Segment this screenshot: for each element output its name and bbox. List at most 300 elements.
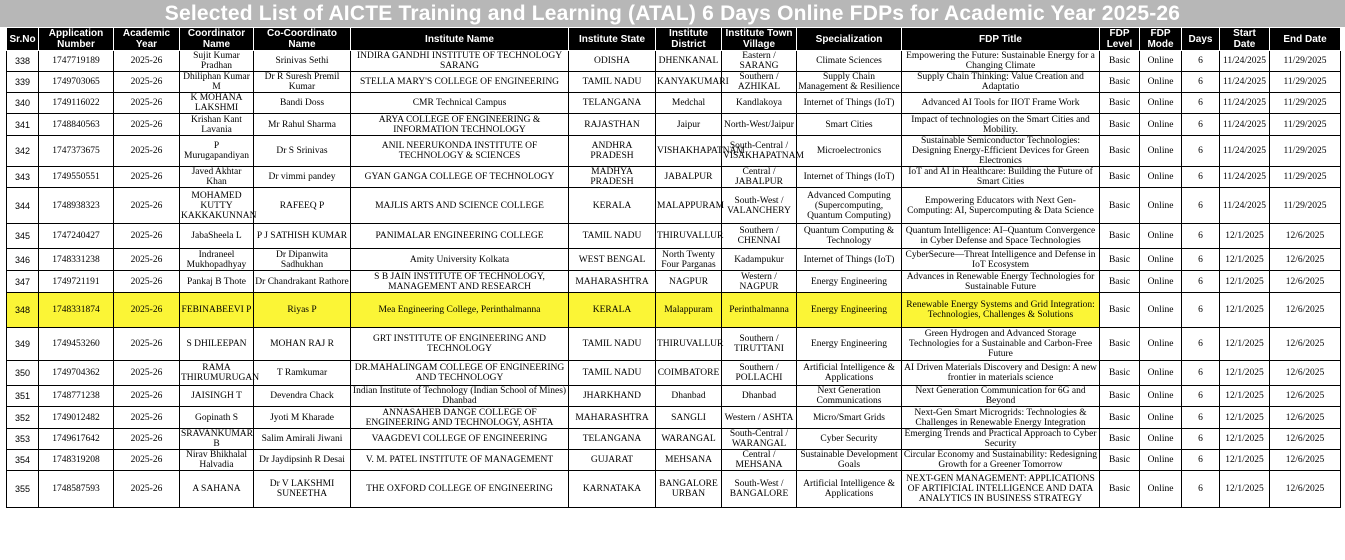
cell-institute-town: Central / JABALPUR bbox=[722, 167, 797, 188]
cell-coordinator-name: Javed Akhtar Khan bbox=[180, 167, 254, 188]
cell-institute-name: CMR Technical Campus bbox=[351, 93, 569, 114]
cell-coordinator-name: Nirav Bhikhalal Halvadia bbox=[180, 450, 254, 471]
cell-fdp-title: Renewable Energy Systems and Grid Integration: Technologies, Challenges & Solutions bbox=[902, 293, 1100, 328]
cell-end-date: 12/6/2025 bbox=[1270, 386, 1341, 407]
cell-institute-state: GUJARAT bbox=[569, 450, 656, 471]
cell-institute-town: South-Central / WARANGAL bbox=[722, 429, 797, 450]
cell-institute-name: ARYA COLLEGE OF ENGINEERING & INFORMATION TECHNOLOGY bbox=[351, 114, 569, 136]
column-header-institute-district: Institute District bbox=[656, 28, 722, 51]
cell-fdp-level: Basic bbox=[1100, 72, 1140, 93]
table-row bbox=[7, 136, 1341, 167]
cell-institute-district: DHENKANAL bbox=[656, 51, 722, 72]
cell-days: 6 bbox=[1182, 328, 1220, 361]
cell-institute-town: Western / NAGPUR bbox=[722, 271, 797, 293]
cell-co-coordinator-name: Dr R Suresh Premil Kumar bbox=[254, 72, 351, 93]
cell-academic-year: 2025-26 bbox=[114, 328, 180, 361]
cell-application-number: 1747240427 bbox=[39, 224, 114, 249]
cell-end-date: 11/29/2025 bbox=[1270, 188, 1341, 224]
cell-end-date: 11/29/2025 bbox=[1270, 93, 1341, 114]
cell-institute-state: TAMIL NADU bbox=[569, 72, 656, 93]
cell-institute-name: THE OXFORD COLLEGE OF ENGINEERING bbox=[351, 471, 569, 508]
cell-co-coordinator-name: Srinivas Sethi bbox=[254, 51, 351, 72]
cell-institute-district: SANGLI bbox=[656, 407, 722, 429]
cell-sr-no: 354 bbox=[7, 450, 39, 471]
page-title: Selected List of AICTE Training and Learning (ATAL) 6 Days Online FDPs for Academic Year 2025-26 bbox=[0, 0, 1345, 27]
cell-academic-year: 2025-26 bbox=[114, 407, 180, 429]
cell-academic-year: 2025-26 bbox=[114, 293, 180, 328]
cell-specialization: Supply Chain Management & Resilience bbox=[798, 72, 900, 92]
cell-institute-town: North-West/Jaipur bbox=[722, 114, 797, 136]
column-header-institute-state: Institute State bbox=[569, 28, 656, 51]
cell-institute-name: GYAN GANGA COLLEGE OF TECHNOLOGY bbox=[351, 167, 569, 188]
cell-institute-town: Southern / TIRUTTANI bbox=[722, 328, 797, 361]
cell-end-date: 12/6/2025 bbox=[1270, 450, 1341, 471]
cell-co-coordinator-name: Dr Jaydipsinh R Desai bbox=[254, 450, 351, 471]
cell-start-date: 11/24/2025 bbox=[1220, 114, 1270, 136]
cell-coordinator-name: Dhiliphan Kumar M bbox=[180, 72, 254, 93]
cell-fdp-mode: Online bbox=[1140, 293, 1182, 328]
cell-co-coordinator-name: T Ramkumar bbox=[254, 361, 351, 386]
cell-application-number: 1748938323 bbox=[39, 188, 114, 224]
cell-specialization: Internet of Things (IoT) bbox=[797, 93, 902, 114]
cell-fdp-title: Advances in Renewable Energy Technologies for Sustainable Future bbox=[902, 271, 1100, 293]
cell-specialization: Energy Engineering bbox=[797, 293, 902, 328]
cell-institute-town: Kadampukur bbox=[722, 249, 797, 271]
cell-coordinator-name: JabaSheela L bbox=[180, 224, 254, 249]
cell-institute-district: NAGPUR bbox=[656, 271, 722, 293]
cell-fdp-title: Green Hydrogen and Advanced Storage Technologies for a Sustainable and Carbon-Free Future bbox=[902, 328, 1100, 361]
cell-days: 6 bbox=[1182, 93, 1220, 114]
cell-institute-name: ANNASAHEB DANGE COLLEGE OF ENGINEERING AND TECHNOLOGY, ASHTA bbox=[351, 407, 569, 429]
cell-sr-no: 355 bbox=[7, 471, 39, 508]
cell-fdp-level: Basic bbox=[1100, 361, 1140, 386]
cell-coordinator-name: Sujit Kumar Pradhan bbox=[180, 51, 254, 72]
cell-start-date: 12/1/2025 bbox=[1220, 429, 1270, 450]
table-row bbox=[7, 249, 1341, 271]
cell-start-date: 12/1/2025 bbox=[1220, 293, 1270, 328]
cell-institute-state: TAMIL NADU bbox=[569, 361, 656, 386]
cell-institute-district: THIRUVALLUR bbox=[656, 328, 722, 361]
cell-days: 6 bbox=[1182, 293, 1220, 328]
cell-days: 6 bbox=[1182, 224, 1220, 249]
cell-start-date: 12/1/2025 bbox=[1220, 407, 1270, 429]
cell-coordinator-name: RAMA THIRUMURUGAN bbox=[180, 361, 254, 386]
cell-start-date: 12/1/2025 bbox=[1220, 386, 1270, 407]
cell-days: 6 bbox=[1182, 471, 1220, 508]
cell-institute-state: JHARKHAND bbox=[569, 386, 656, 407]
table-row bbox=[7, 72, 1341, 93]
cell-academic-year: 2025-26 bbox=[114, 114, 180, 136]
cell-co-coordinator-name: Dr vimmi pandey bbox=[254, 167, 351, 188]
cell-fdp-level: Basic bbox=[1100, 386, 1140, 407]
cell-application-number: 1748331874 bbox=[39, 293, 114, 328]
cell-academic-year: 2025-26 bbox=[114, 271, 180, 293]
cell-end-date: 12/6/2025 bbox=[1270, 249, 1341, 271]
cell-institute-state: TELANGANA bbox=[569, 429, 656, 450]
cell-end-date: 12/6/2025 bbox=[1270, 361, 1341, 386]
cell-institute-state: TELANGANA bbox=[569, 93, 656, 114]
cell-end-date: 11/29/2025 bbox=[1270, 136, 1341, 167]
cell-fdp-title: Supply Chain Thinking: Value Creation and Adaptatio bbox=[902, 72, 1100, 93]
cell-institute-name: ANIL NEERUKONDA INSTITUTE OF TECHNOLOGY & SCIENCES bbox=[351, 136, 569, 167]
cell-coordinator-name: JAISINGH T bbox=[180, 386, 254, 407]
cell-fdp-level: Basic bbox=[1100, 271, 1140, 293]
cell-academic-year: 2025-26 bbox=[114, 450, 180, 471]
cell-fdp-title: Empowering the Future: Sustainable Energy for a Changing Climate bbox=[902, 51, 1100, 72]
cell-days: 6 bbox=[1182, 429, 1220, 450]
cell-start-date: 12/1/2025 bbox=[1220, 224, 1270, 249]
cell-application-number: 1749703065 bbox=[39, 72, 114, 93]
cell-coordinator-name: Gopinath S bbox=[180, 407, 254, 429]
cell-institute-name: MAJLIS ARTS AND SCIENCE COLLEGE bbox=[351, 188, 569, 224]
cell-institute-state: TAMIL NADU bbox=[569, 224, 656, 249]
cell-application-number: 1748319208 bbox=[39, 450, 114, 471]
cell-institute-state: KERALA bbox=[569, 188, 656, 224]
cell-end-date: 12/6/2025 bbox=[1270, 271, 1341, 293]
cell-institute-town: Central / MEHSANA bbox=[722, 450, 797, 471]
cell-fdp-title: Circular Economy and Sustainability: Redesigning Growth for a Greener Tomorrow bbox=[902, 450, 1100, 471]
table-row bbox=[7, 271, 1341, 293]
cell-specialization: Quantum Computing & Technology bbox=[797, 224, 902, 249]
cell-institute-state: ODISHA bbox=[569, 51, 656, 72]
cell-fdp-mode: Online bbox=[1140, 271, 1182, 293]
cell-co-coordinator-name: Dr S Srinivas bbox=[254, 136, 351, 167]
column-header-institute-name: Institute Name bbox=[351, 28, 569, 51]
cell-institute-town: Western / ASHTA bbox=[722, 407, 797, 429]
cell-sr-no: 352 bbox=[7, 407, 39, 429]
cell-institute-state: KARNATAKA bbox=[569, 471, 656, 508]
cell-fdp-title: Empowering Educators with Next Gen-Computing: AI, Supercomputing & Data Science bbox=[902, 188, 1100, 224]
cell-start-date: 12/1/2025 bbox=[1220, 328, 1270, 361]
cell-days: 6 bbox=[1182, 450, 1220, 471]
column-header-application-number: Application Number bbox=[39, 28, 114, 51]
cell-end-date: 12/6/2025 bbox=[1270, 328, 1341, 361]
cell-sr-no: 338 bbox=[7, 51, 39, 72]
cell-sr-no: 340 bbox=[7, 93, 39, 114]
cell-days: 6 bbox=[1182, 114, 1220, 136]
cell-fdp-level: Basic bbox=[1100, 471, 1140, 508]
cell-application-number: 1749012482 bbox=[39, 407, 114, 429]
cell-specialization: Next Generation Communications bbox=[797, 386, 902, 407]
cell-institute-state: TAMIL NADU bbox=[569, 328, 656, 361]
cell-academic-year: 2025-26 bbox=[114, 429, 180, 450]
cell-institute-town: South-West / VALANCHERY bbox=[722, 188, 797, 224]
cell-specialization: Energy Engineering bbox=[797, 271, 902, 293]
column-header-fdp-title: FDP Title bbox=[902, 28, 1100, 51]
cell-academic-year: 2025-26 bbox=[114, 386, 180, 407]
cell-fdp-level: Basic bbox=[1100, 136, 1140, 167]
cell-institute-district: MEHSANA bbox=[656, 450, 722, 471]
cell-end-date: 12/6/2025 bbox=[1270, 429, 1341, 450]
cell-institute-name: INDIRA GANDHI INSTITUTE OF TECHNOLOGY SARANG bbox=[351, 51, 569, 72]
cell-institute-district: Dhanbad bbox=[656, 386, 722, 407]
cell-specialization: Micro/Smart Grids bbox=[797, 407, 902, 429]
cell-coordinator-name: A SAHANA bbox=[180, 471, 254, 508]
cell-fdp-level: Basic bbox=[1100, 450, 1140, 471]
table-row bbox=[7, 167, 1341, 188]
cell-fdp-title: IoT and AI in Healthcare: Building the Future of Smart Cities bbox=[902, 167, 1100, 188]
cell-institute-town: Southern / POLLACHI bbox=[722, 361, 797, 386]
cell-fdp-mode: Online bbox=[1140, 72, 1182, 93]
cell-days: 6 bbox=[1182, 188, 1220, 224]
cell-start-date: 11/24/2025 bbox=[1220, 136, 1270, 167]
cell-institute-name: STELLA MARY'S COLLEGE OF ENGINEERING bbox=[351, 72, 569, 93]
cell-institute-name: Amity University Kolkata bbox=[351, 249, 569, 271]
cell-application-number: 1748587593 bbox=[39, 471, 114, 508]
cell-institute-name: Indian Institute of Technology (Indian School of Mines) Dhanbad bbox=[351, 386, 569, 407]
cell-sr-no: 344 bbox=[7, 188, 39, 224]
cell-application-number: 1749116022 bbox=[39, 93, 114, 114]
cell-end-date: 11/29/2025 bbox=[1270, 51, 1341, 72]
cell-specialization: Internet of Things (IoT) bbox=[797, 167, 902, 188]
cell-co-coordinator-name: Dr Chandrakant Rathore bbox=[254, 271, 351, 293]
cell-fdp-level: Basic bbox=[1100, 407, 1140, 429]
cell-institute-district: BANGALORE URBAN bbox=[656, 471, 722, 508]
cell-sr-no: 345 bbox=[7, 224, 39, 249]
table-row bbox=[7, 224, 1341, 249]
cell-fdp-mode: Online bbox=[1140, 450, 1182, 471]
cell-fdp-mode: Online bbox=[1140, 188, 1182, 224]
cell-fdp-level: Basic bbox=[1100, 328, 1140, 361]
cell-coordinator-name: Pankaj B Thote bbox=[180, 271, 254, 293]
cell-start-date: 11/24/2025 bbox=[1220, 72, 1270, 93]
cell-fdp-title: Sustainable Semiconductor Technologies: Designing Energy-Efficient Devices for Green Electronics bbox=[902, 136, 1100, 167]
column-header-academic-year: Academic Year bbox=[114, 28, 180, 51]
cell-institute-state: MAHARASHTRA bbox=[569, 407, 656, 429]
column-header-coordinator-name: Coordinator Name bbox=[180, 28, 254, 51]
cell-application-number: 1747719189 bbox=[39, 51, 114, 72]
table-row bbox=[7, 93, 1341, 114]
cell-institute-district: Jaipur bbox=[656, 114, 722, 136]
cell-institute-name: S B JAIN INSTITUTE OF TECHNOLOGY, MANAGEMENT AND RESEARCH bbox=[351, 271, 569, 293]
cell-days: 6 bbox=[1182, 167, 1220, 188]
cell-academic-year: 2025-26 bbox=[114, 188, 180, 224]
cell-sr-no: 341 bbox=[7, 114, 39, 136]
cell-application-number: 1749704362 bbox=[39, 361, 114, 386]
cell-application-number: 1749617642 bbox=[39, 429, 114, 450]
cell-coordinator-name: S DHILEEPAN bbox=[180, 328, 254, 361]
cell-coordinator-name: Indraneel Mukhopadhyay bbox=[180, 249, 254, 271]
cell-specialization: Internet of Things (IoT) bbox=[797, 249, 902, 271]
cell-specialization: Cyber Security bbox=[797, 429, 902, 450]
cell-academic-year: 2025-26 bbox=[114, 167, 180, 188]
cell-sr-no: 351 bbox=[7, 386, 39, 407]
cell-institute-district: JABALPUR bbox=[656, 167, 722, 188]
cell-specialization: Energy Engineering bbox=[797, 328, 902, 361]
cell-institute-name: GRT INSTITUTE OF ENGINEERING AND TECHNOLOGY bbox=[351, 328, 569, 361]
cell-fdp-title: AI Driven Materials Discovery and Design: A new frontier in materials science bbox=[902, 361, 1100, 386]
cell-coordinator-name: FEBINABEEVI P bbox=[180, 293, 254, 328]
cell-institute-name: V. M. PATEL INSTITUTE OF MANAGEMENT bbox=[351, 450, 569, 471]
cell-application-number: 1749721191 bbox=[39, 271, 114, 293]
cell-end-date: 12/6/2025 bbox=[1270, 471, 1341, 508]
cell-sr-no: 343 bbox=[7, 167, 39, 188]
table-row bbox=[7, 386, 1341, 407]
cell-sr-no: 342 bbox=[7, 136, 39, 167]
cell-fdp-title: Next Generation Communication for 6G and Beyond bbox=[902, 386, 1100, 407]
cell-fdp-title: Emerging Trends and Practical Approach to Cyber Security bbox=[902, 429, 1100, 450]
column-header-sr-no: Sr.No bbox=[7, 28, 39, 51]
cell-institute-name: Mea Engineering College, Perinthalmanna bbox=[351, 293, 569, 328]
cell-days: 6 bbox=[1182, 72, 1220, 93]
cell-co-coordinator-name: Dr Dipanwita Sadhukhan bbox=[254, 249, 351, 271]
cell-fdp-mode: Online bbox=[1140, 167, 1182, 188]
cell-specialization: Artificial Intelligence & Applications bbox=[797, 361, 902, 386]
cell-application-number: 1748331238 bbox=[39, 249, 114, 271]
cell-application-number: 1749453260 bbox=[39, 328, 114, 361]
cell-fdp-mode: Online bbox=[1140, 407, 1182, 429]
cell-days: 6 bbox=[1182, 361, 1220, 386]
cell-academic-year: 2025-26 bbox=[114, 224, 180, 249]
cell-fdp-mode: Online bbox=[1140, 361, 1182, 386]
column-header-co-coordinator-name: Co-Coordinato Name bbox=[254, 28, 351, 51]
cell-co-coordinator-name: Mr Rahul Sharma bbox=[254, 114, 351, 136]
cell-start-date: 11/24/2025 bbox=[1220, 51, 1270, 72]
cell-fdp-title: Quantum Intelligence: AI–Quantum Convergence in Cyber Defense and Space Technologies bbox=[902, 224, 1100, 249]
cell-start-date: 11/24/2025 bbox=[1220, 167, 1270, 188]
cell-days: 6 bbox=[1182, 249, 1220, 271]
cell-fdp-mode: Online bbox=[1140, 471, 1182, 508]
cell-co-coordinator-name: Jyoti M Kharade bbox=[254, 407, 351, 429]
cell-application-number: 1747373675 bbox=[39, 136, 114, 167]
cell-fdp-level: Basic bbox=[1100, 167, 1140, 188]
cell-coordinator-name: P Murugapandiyan bbox=[180, 136, 254, 167]
cell-fdp-mode: Online bbox=[1140, 136, 1182, 167]
cell-sr-no: 339 bbox=[7, 72, 39, 93]
cell-application-number: 1748840563 bbox=[39, 114, 114, 136]
cell-institute-town: Eastern / SARANG bbox=[722, 51, 797, 72]
cell-specialization: Smart Cities bbox=[797, 114, 902, 136]
cell-institute-name: VAAGDEVI COLLEGE OF ENGINEERING bbox=[351, 429, 569, 450]
cell-institute-town: Southern / AZHIKAL bbox=[722, 72, 797, 93]
cell-fdp-level: Basic bbox=[1100, 249, 1140, 271]
table-row bbox=[7, 328, 1341, 361]
fdp-table bbox=[6, 27, 1341, 508]
table-row bbox=[7, 471, 1341, 508]
table-row bbox=[7, 450, 1341, 471]
table-row bbox=[7, 293, 1341, 328]
cell-co-coordinator-name: Riyas P bbox=[254, 293, 351, 328]
column-header-end-date: End Date bbox=[1270, 28, 1341, 51]
column-header-institute-town: Institute Town Village bbox=[722, 28, 797, 51]
cell-academic-year: 2025-26 bbox=[114, 51, 180, 72]
table-row bbox=[7, 407, 1341, 429]
cell-academic-year: 2025-26 bbox=[114, 136, 180, 167]
cell-co-coordinator-name: MOHAN RAJ R bbox=[254, 328, 351, 361]
cell-days: 6 bbox=[1182, 407, 1220, 429]
cell-end-date: 12/6/2025 bbox=[1270, 224, 1341, 249]
cell-institute-town: Dhanbad bbox=[722, 386, 797, 407]
cell-institute-town: South-West / BANGALORE bbox=[722, 471, 797, 508]
column-header-fdp-mode: FDP Mode bbox=[1140, 28, 1182, 51]
column-header-fdp-level: FDP Level bbox=[1100, 28, 1140, 51]
cell-specialization: Artificial Intelligence & Applications bbox=[797, 471, 902, 508]
cell-fdp-mode: Online bbox=[1140, 429, 1182, 450]
cell-days: 6 bbox=[1182, 271, 1220, 293]
cell-coordinator-name: MOHAMED KUTTY KAKKAKUNNAN bbox=[180, 188, 254, 224]
cell-days: 6 bbox=[1182, 136, 1220, 167]
cell-end-date: 11/29/2025 bbox=[1270, 114, 1341, 136]
cell-fdp-level: Basic bbox=[1100, 114, 1140, 136]
cell-end-date: 11/29/2025 bbox=[1270, 72, 1341, 93]
cell-institute-district: WARANGAL bbox=[656, 429, 722, 450]
cell-fdp-level: Basic bbox=[1100, 293, 1140, 328]
cell-end-date: 12/6/2025 bbox=[1270, 407, 1341, 429]
cell-fdp-mode: Online bbox=[1140, 249, 1182, 271]
cell-days: 6 bbox=[1182, 386, 1220, 407]
cell-application-number: 1748771238 bbox=[39, 386, 114, 407]
cell-fdp-mode: Online bbox=[1140, 386, 1182, 407]
cell-co-coordinator-name: Salim Amirali Jiwani bbox=[254, 429, 351, 450]
cell-fdp-level: Basic bbox=[1100, 51, 1140, 72]
cell-institute-district: Malappuram bbox=[656, 293, 722, 328]
cell-institute-name: DR.MAHALINGAM COLLEGE OF ENGINEERING AND TECHNOLOGY bbox=[351, 361, 569, 386]
cell-fdp-level: Basic bbox=[1100, 224, 1140, 249]
cell-institute-district: VISHAKHAPATNAM bbox=[656, 136, 722, 167]
cell-institute-state: MAHARASHTRA bbox=[569, 271, 656, 293]
cell-fdp-title: NEXT-GEN MANAGEMENT: APPLICATIONS OF ARTIFICIAL INTELLIGENCE AND DATA ANALYTICS IN BUSINESS STRATEGY bbox=[902, 471, 1100, 508]
cell-institute-district: KANYAKUMARI bbox=[656, 72, 722, 93]
column-header-start-date: Start Date bbox=[1220, 28, 1270, 51]
cell-fdp-title: CyberSecure—Threat Intelligence and Defense in IoT Ecosystem bbox=[902, 249, 1100, 271]
cell-sr-no: 353 bbox=[7, 429, 39, 450]
cell-sr-no: 348 bbox=[7, 293, 39, 328]
cell-start-date: 12/1/2025 bbox=[1220, 471, 1270, 508]
cell-fdp-mode: Online bbox=[1140, 51, 1182, 72]
cell-start-date: 11/24/2025 bbox=[1220, 188, 1270, 224]
cell-specialization: Microelectronics bbox=[797, 136, 902, 167]
cell-fdp-level: Basic bbox=[1100, 93, 1140, 114]
cell-fdp-mode: Online bbox=[1140, 224, 1182, 249]
cell-institute-district: North Twenty Four Parganas bbox=[656, 249, 722, 271]
cell-start-date: 12/1/2025 bbox=[1220, 271, 1270, 293]
cell-specialization: Advanced Computing (Supercomputing, Quantum Computing) bbox=[797, 188, 902, 224]
cell-sr-no: 346 bbox=[7, 249, 39, 271]
cell-sr-no: 347 bbox=[7, 271, 39, 293]
cell-fdp-title: Advanced AI Tools for IIOT Frame Work bbox=[902, 93, 1100, 114]
cell-institute-town: Kandlakoya bbox=[722, 93, 797, 114]
cell-coordinator-name: K MOHANA LAKSHMI bbox=[180, 93, 254, 114]
table-row bbox=[7, 429, 1341, 450]
cell-institute-district: THIRUVALLUR bbox=[656, 224, 722, 249]
cell-co-coordinator-name: Devendra Chack bbox=[254, 386, 351, 407]
cell-institute-district: MALAPPURAM bbox=[656, 188, 722, 224]
cell-fdp-level: Basic bbox=[1100, 188, 1140, 224]
cell-start-date: 12/1/2025 bbox=[1220, 450, 1270, 471]
table-row bbox=[7, 51, 1341, 72]
table-header-row bbox=[7, 28, 1341, 51]
cell-start-date: 12/1/2025 bbox=[1220, 361, 1270, 386]
cell-sr-no: 349 bbox=[7, 328, 39, 361]
table-row bbox=[7, 361, 1341, 386]
cell-institute-state: MADHYA PRADESH bbox=[569, 167, 656, 188]
cell-specialization: Climate Sciences bbox=[797, 51, 902, 72]
cell-co-coordinator-name: Dr V LAKSHMI SUNEETHA bbox=[254, 471, 351, 508]
column-header-specialization: Specialization bbox=[797, 28, 902, 51]
cell-co-coordinator-name: P J SATHISH KUMAR bbox=[254, 224, 351, 249]
cell-fdp-mode: Online bbox=[1140, 114, 1182, 136]
cell-institute-district: Medchal bbox=[656, 93, 722, 114]
cell-institute-state: ANDHRA PRADESH bbox=[569, 136, 656, 167]
cell-co-coordinator-name: RAFEEQ P bbox=[254, 188, 351, 224]
cell-start-date: 11/24/2025 bbox=[1220, 93, 1270, 114]
cell-academic-year: 2025-26 bbox=[114, 93, 180, 114]
cell-institute-state: RAJASTHAN bbox=[569, 114, 656, 136]
cell-fdp-level: Basic bbox=[1100, 429, 1140, 450]
cell-application-number: 1749550551 bbox=[39, 167, 114, 188]
cell-fdp-title: Impact of technologies on the Smart Cities and Mobility. bbox=[902, 114, 1100, 136]
cell-academic-year: 2025-26 bbox=[114, 72, 180, 93]
